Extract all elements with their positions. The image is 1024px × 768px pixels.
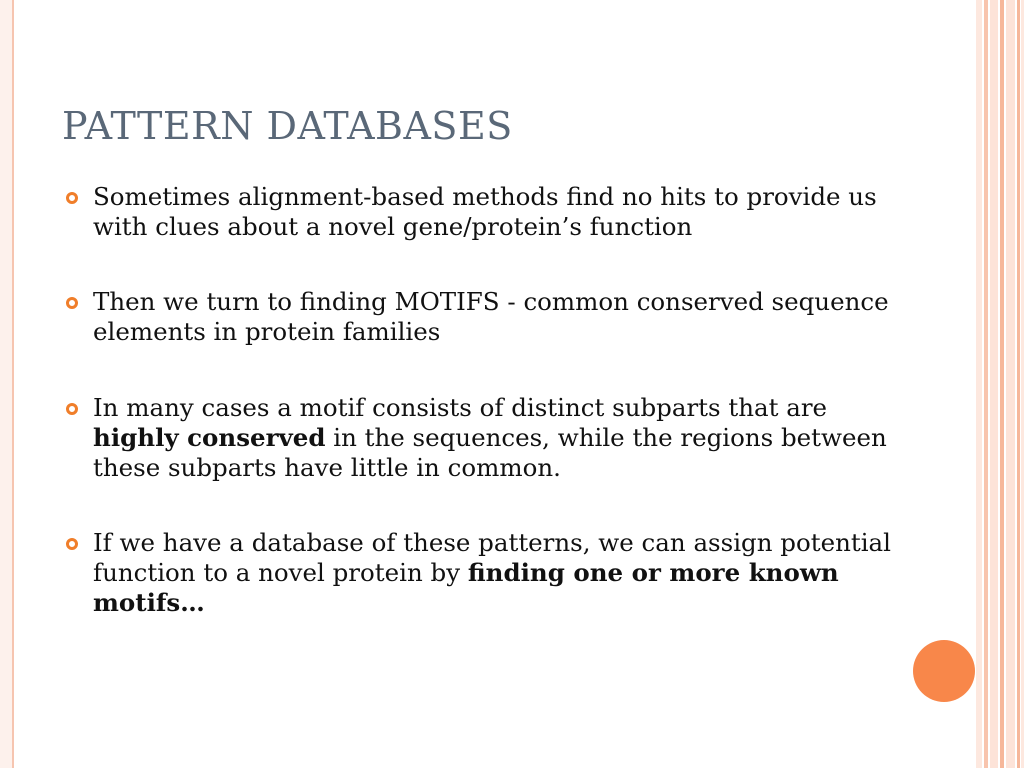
bullet-item <box>62 182 892 242</box>
bullet-item <box>62 287 892 347</box>
stripe <box>984 0 988 768</box>
bullet-emphasis: highly conserved <box>93 423 326 452</box>
accent-circle-decoration <box>913 640 975 702</box>
bullet-marker-icon <box>66 192 78 204</box>
bullet-marker-icon <box>66 403 78 415</box>
bullet-marker-icon <box>66 297 78 309</box>
bullet-list <box>62 182 892 663</box>
left-border-stripe <box>0 0 14 768</box>
stripe <box>1017 0 1020 768</box>
bullet-marker-icon <box>66 538 78 550</box>
slide-title: PATTERN DATABASES <box>62 104 513 148</box>
bullet-text: Then we turn to finding MOTIFS - common conserved sequence elements in protein families <box>93 287 889 346</box>
right-decorative-stripes <box>976 0 1024 768</box>
bullet-emphasis: finding one or more known motifs… <box>93 558 839 617</box>
bullet-item <box>62 528 892 618</box>
bullet-text-end: in the sequences, while the regions between these subparts have little in common. <box>93 423 887 482</box>
bullet-text-start: If we have a database of these patterns, we can assign potential function to a novel protein by <box>93 528 891 587</box>
bullet-item <box>62 393 892 483</box>
stripe <box>976 0 982 768</box>
stripe <box>1006 0 1015 768</box>
bullet-text: Sometimes alignment-based methods find no hits to provide us with clues about a novel gene/protein’s function <box>93 182 877 241</box>
bullet-text-start: In many cases a motif consists of distinct subparts that are <box>93 393 828 422</box>
stripe <box>990 0 998 768</box>
stripe <box>1000 0 1004 768</box>
